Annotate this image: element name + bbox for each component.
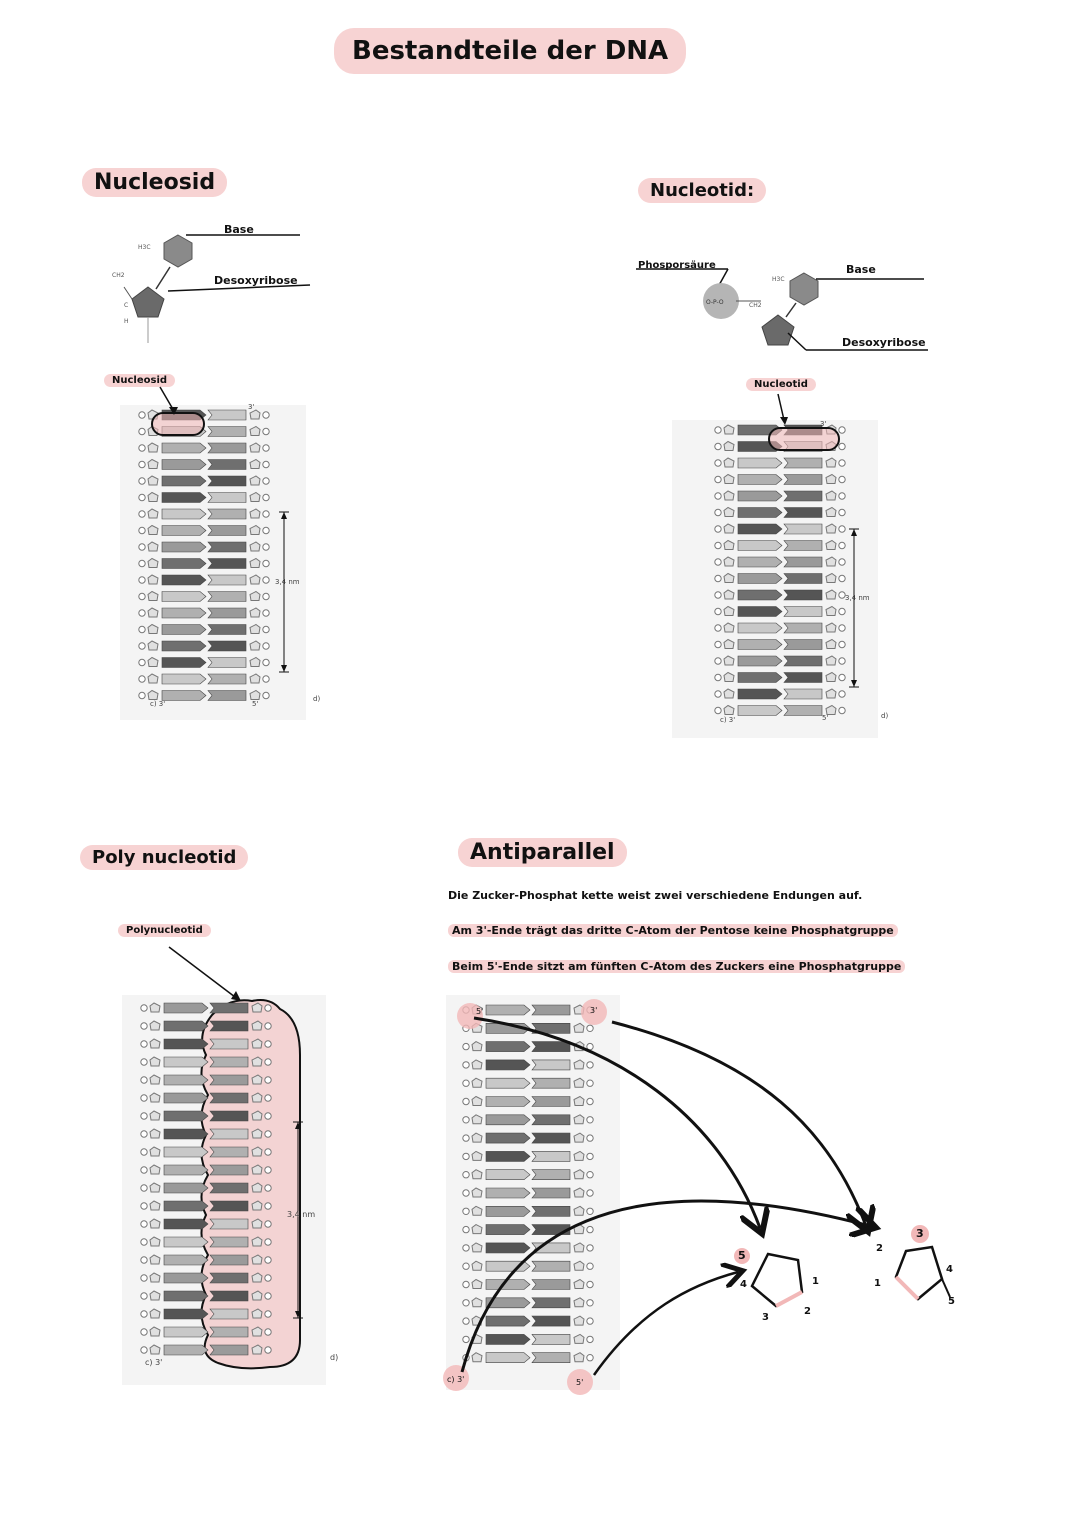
ladder-1-c-label: c) 3' <box>150 700 166 708</box>
measure-label-3: 3,4 nm <box>287 1210 316 1219</box>
svg-text:CH2: CH2 <box>749 302 762 309</box>
ladder-4-5-bottom: 5' <box>576 1378 584 1387</box>
heading-nucleotid: Nucleotid: <box>638 178 766 203</box>
ladder-2-3-end: 3' <box>820 420 827 428</box>
ladder-2-c-label: c) 3' <box>720 716 736 724</box>
text-line-2: Am 3'-Ende trägt das dritte C-Atom der Pentose keine Phosphatgruppe <box>448 924 898 937</box>
heading-antiparallel: Antiparallel <box>458 838 627 867</box>
label-nucleotid-ladder: Nucleotid <box>746 378 816 391</box>
pentagon-left-circled: 5 <box>738 1249 746 1262</box>
ladder-4-c-label: c) 3' <box>447 1375 465 1384</box>
label-desoxyribose-nucleotid: Desoxyribose <box>842 336 926 349</box>
svg-text:H: H <box>124 318 129 325</box>
label-base-nucleotid: Base <box>846 263 876 276</box>
page-title: Bestandteile der DNA <box>334 28 686 74</box>
label-polynucleotid-ladder: Polynucleotid <box>118 924 211 937</box>
text-line-1: Die Zucker-Phosphat kette weist zwei verschiedene Endungen auf. <box>448 889 863 902</box>
label-phosphorsaeure: Phosporsäure <box>638 260 716 271</box>
heading-nucleosid: Nucleosid <box>82 168 227 197</box>
svg-text:H3C: H3C <box>772 276 785 283</box>
ladder-1-d-label: d) <box>313 695 321 703</box>
ladder-3-c-label: c) 3' <box>145 1358 163 1367</box>
heading-polynucleotid: Poly nucleotid <box>80 845 248 870</box>
pentagon-right-c2: 2 <box>876 1243 883 1254</box>
measure-label-1: 3,4 nm <box>275 578 300 586</box>
ladder-4-3-top: 3' <box>590 1006 598 1015</box>
pentagon-right-c5: 5 <box>948 1296 955 1307</box>
ladder-2-d-label: d) <box>881 712 889 720</box>
pentagon-right-c1: 1 <box>874 1278 881 1289</box>
ladder-4-5-top: 5' <box>476 1007 484 1016</box>
text-line-3: Beim 5'-Ende sitzt am fünften C-Atom des Zuckers eine Phosphatgruppe <box>448 960 905 973</box>
svg-text:CH2: CH2 <box>112 272 125 279</box>
label-base: Base <box>224 223 254 236</box>
svg-text:O-P-O: O-P-O <box>706 299 724 306</box>
svg-text:H3C: H3C <box>138 244 151 251</box>
svg-text:C: C <box>124 302 129 309</box>
pentagon-left-c3: 3 <box>762 1312 769 1323</box>
ladder-3-d-label: d) <box>330 1353 339 1362</box>
pentagon-left-c1: 1 <box>812 1276 819 1287</box>
pentagon-left-c2: 2 <box>804 1306 811 1317</box>
label-nucleosid-ladder: Nucleosid <box>104 374 175 387</box>
measure-label-2: 3,4 nm <box>845 594 870 602</box>
ladder-1-5-end: 5' <box>252 700 259 708</box>
ladder-2-5-end: 5' <box>822 714 829 722</box>
label-desoxyribose: Desoxyribose <box>214 274 298 287</box>
pentagon-right-c4: 4 <box>946 1264 953 1275</box>
pentagon-left-c4: 4 <box>740 1279 747 1290</box>
pentagon-right-circled: 3 <box>916 1227 924 1240</box>
ladder-1-3-end: 3' <box>248 403 255 411</box>
pentagon-3-end <box>870 1225 980 1315</box>
